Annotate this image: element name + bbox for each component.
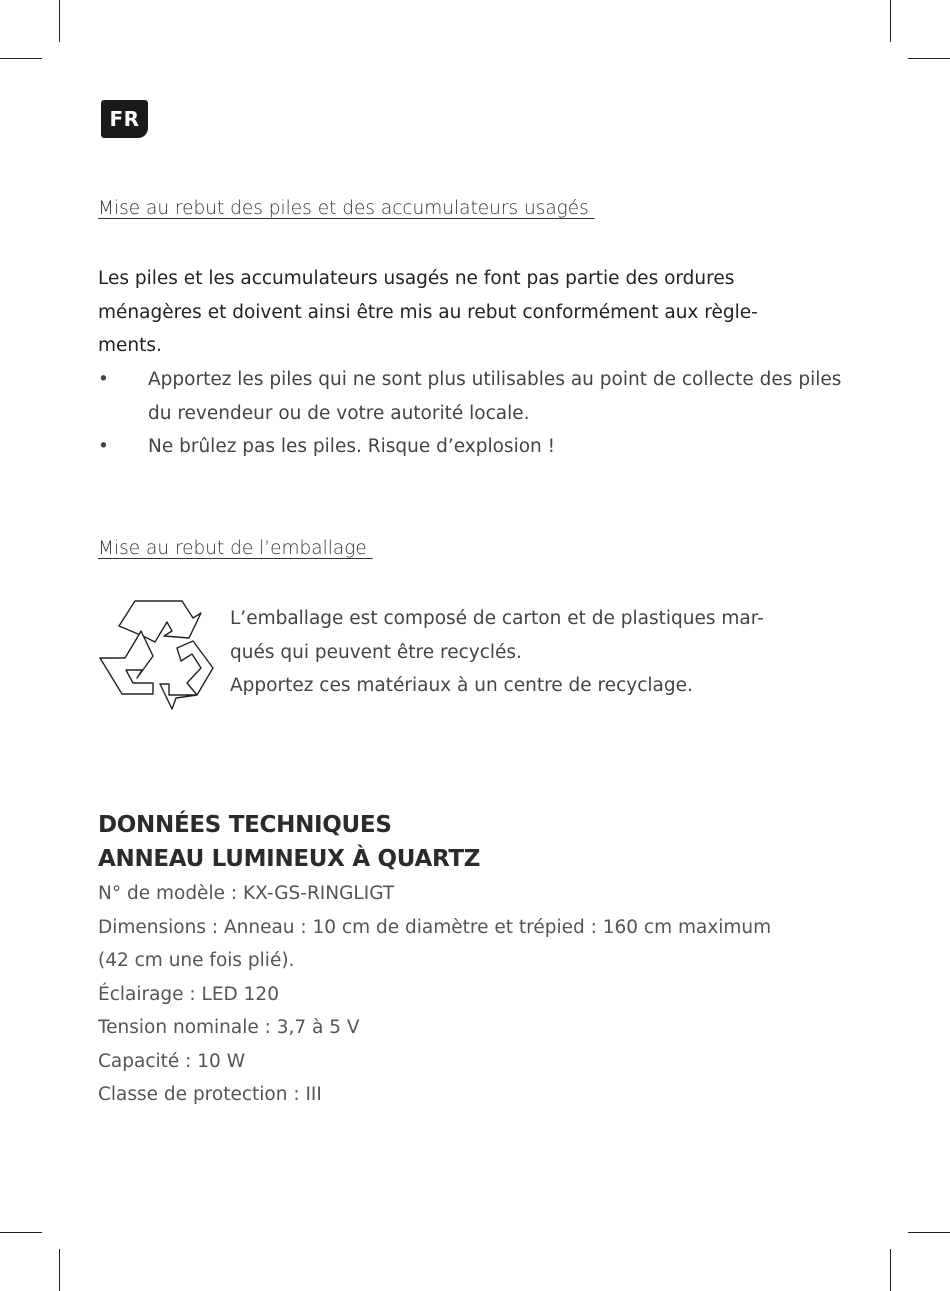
battery-bullet-list bbox=[98, 363, 843, 464]
spec-line: N° de modèle : KX-GS-RINGLIGT bbox=[98, 883, 395, 904]
recycle-icon bbox=[97, 598, 217, 713]
bullet-symbol: • bbox=[98, 369, 109, 390]
packaging-line: L’emballage est composé de carton et de plastiques mar- bbox=[230, 608, 764, 629]
bullet-text: Apportez les piles qui ne sont plus utilisables au point de collecte des piles du revendeur ou de votre autorité locale. bbox=[148, 369, 842, 424]
list-item bbox=[98, 430, 843, 464]
spec-line: Capacité : 10 W bbox=[98, 1050, 245, 1072]
technical-data-title-line: ANNEAU LUMINEUX À QUARTZ bbox=[98, 846, 481, 872]
battery-intro-line: Les piles et les accumulateurs usagés ne font pas partie des ordures bbox=[98, 268, 735, 289]
packaging-line: qués qui peuvent être recyclés. bbox=[230, 641, 522, 663]
technical-data-title bbox=[98, 808, 480, 876]
spec-line: Classe de protection : III bbox=[98, 1084, 322, 1105]
crop-mark-top-right-h bbox=[908, 58, 950, 59]
language-badge: FR bbox=[101, 100, 148, 138]
crop-mark-top-right-v bbox=[890, 0, 891, 42]
crop-mark-bottom-right-v bbox=[890, 1249, 891, 1291]
battery-intro-line: ments. bbox=[98, 335, 162, 356]
crop-mark-bottom-left-v bbox=[59, 1249, 60, 1291]
crop-mark-top-left-v bbox=[59, 0, 60, 42]
spec-line: Éclairage : LED 120 bbox=[98, 983, 279, 1005]
spec-line: (42 cm une fois plié). bbox=[98, 950, 295, 971]
list-item bbox=[98, 363, 843, 430]
spec-line: Tension nominale : 3,7 à 5 V bbox=[98, 1017, 360, 1038]
bullet-symbol: • bbox=[98, 436, 109, 457]
technical-spec-list bbox=[98, 877, 843, 1112]
battery-disposal-heading: Mise au rebut des piles et des accumulateurs usagés bbox=[98, 198, 595, 219]
packaging-disposal-heading: Mise au rebut de l’emballage bbox=[98, 538, 373, 559]
packaging-paragraph bbox=[230, 602, 840, 703]
crop-mark-bottom-right-h bbox=[908, 1232, 950, 1233]
technical-data-title-line: DONNÉES TECHNIQUES bbox=[98, 812, 392, 838]
spec-line: Dimensions : Anneau : 10 cm de diamètre et trépied : 160 cm maximum bbox=[98, 916, 772, 938]
packaging-line: Apportez ces matériaux à un centre de recyclage. bbox=[230, 675, 693, 696]
crop-mark-bottom-left-h bbox=[0, 1232, 42, 1233]
battery-intro-paragraph bbox=[98, 262, 843, 363]
battery-intro-line: ménagères et doivent ainsi être mis au rebut conformément aux règle- bbox=[98, 301, 758, 323]
crop-mark-top-left-h bbox=[0, 58, 42, 59]
bullet-text: Ne brûlez pas les piles. Risque d’explosion ! bbox=[148, 436, 556, 457]
